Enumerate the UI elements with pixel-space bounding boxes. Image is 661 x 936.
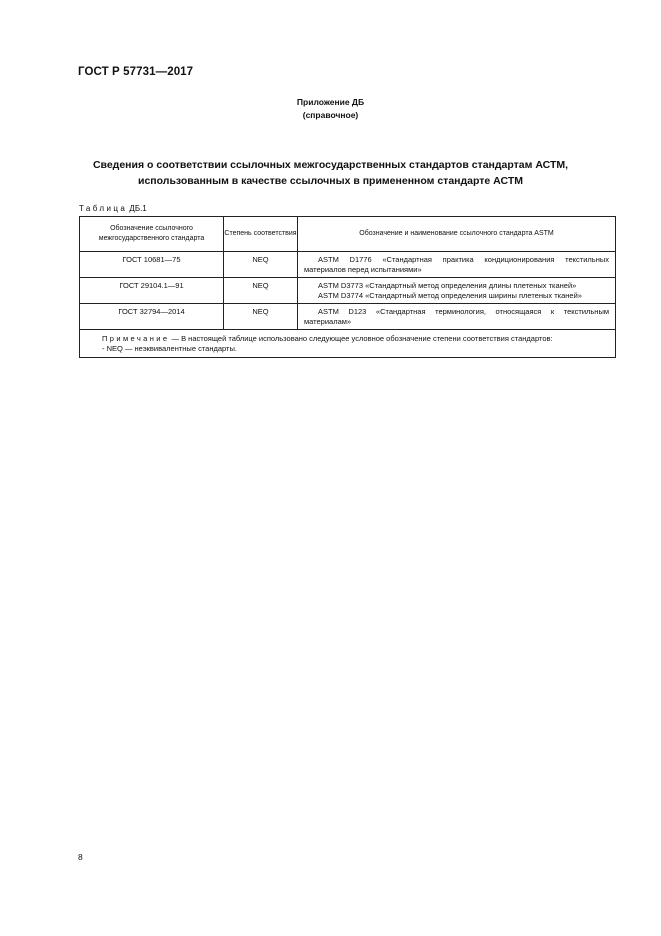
- section-title: [60, 157, 601, 189]
- table-header-row: [80, 217, 616, 252]
- note-body: — В настоящей таблице использовано следующее условное обозначение степени соответствия стандартов:: [171, 334, 553, 343]
- correspondence-table: [79, 216, 616, 358]
- astm-entry: ASTM D3773 «Стандартный метод определения длины плетеных тканей»: [318, 281, 577, 290]
- gost-cell: ГОСТ 29104.1—91: [80, 278, 224, 304]
- note-text: [88, 334, 607, 344]
- appendix-title: Приложение ДБ: [296, 97, 365, 107]
- astm-entry: ASTM D1776 «Стандартная практика кондиционирования текстильных материалов перед испытаниями»: [304, 255, 609, 274]
- degree-cell: NEQ: [224, 252, 298, 278]
- document-code-header: ГОСТ Р 57731—2017: [78, 66, 194, 78]
- table-caption-label: Таблица: [79, 204, 128, 213]
- astm-entry: ASTM D3774 «Стандартный метод определения ширины плетеных тканей»: [318, 291, 582, 300]
- header-degree-of-conformity: Степень соответствия: [224, 217, 298, 252]
- correspondence-table-container: [79, 216, 615, 358]
- header-gost-designation: Обозначение ссылочного межгосударственного стандарта: [80, 217, 224, 252]
- section-title-line-2: использованным в качестве ссылочных в примененном стандарте АСТМ: [138, 175, 523, 187]
- gost-cell: ГОСТ 10681—75: [80, 252, 224, 278]
- table-caption-number: ДБ.1: [129, 204, 147, 213]
- table-caption: [79, 204, 147, 213]
- astm-cell: [298, 252, 616, 278]
- page-number: 8: [78, 852, 83, 862]
- degree-cell: NEQ: [224, 278, 298, 304]
- degree-cell: NEQ: [224, 304, 298, 330]
- table-note-row: [80, 330, 616, 358]
- appendix-subtitle: (справочное): [302, 110, 359, 120]
- astm-cell: [298, 304, 616, 330]
- astm-cell: [298, 278, 616, 304]
- header-astm-designation: Обозначение и наименование ссылочного стандарта ASTM: [298, 217, 616, 252]
- appendix-heading: [0, 96, 661, 122]
- section-title-line-1: Сведения о соответствии ссылочных межгосударственных стандартов стандартам АСТМ,: [92, 159, 569, 171]
- note-label: Примечание: [102, 334, 170, 343]
- note-bullet: - NEQ — неэквивалентные стандарты.: [102, 344, 237, 353]
- table-row: [80, 252, 616, 278]
- gost-cell: ГОСТ 32794—2014: [80, 304, 224, 330]
- astm-entry: ASTM D123 «Стандартная терминология, относящаяся к текстильным материалам»: [304, 307, 609, 326]
- table-note: [80, 330, 616, 358]
- table-row: [80, 304, 616, 330]
- table-row: [80, 278, 616, 304]
